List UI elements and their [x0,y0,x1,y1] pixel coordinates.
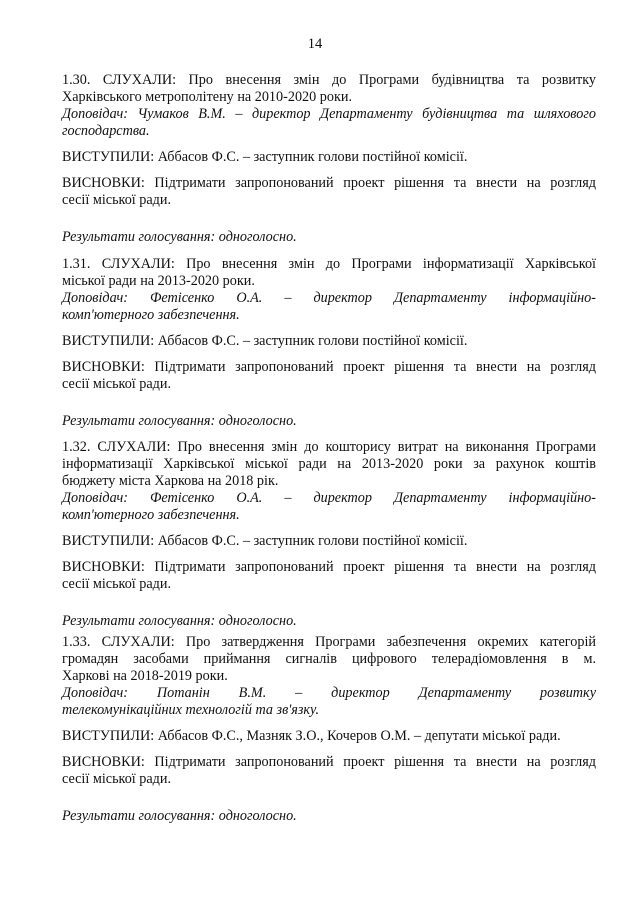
spoke-line: ВИСТУПИЛИ: Аббасов Ф.С. – заступник голови постійної комісії. [62,149,468,165]
speaker-line: комп'ютерного забезпечення. [62,307,240,323]
agenda-item-1-32 [62,439,596,630]
speaker-line: Доповідач: Чумаков В.М. – директор Департаменту будівництва та шляхового [62,106,596,122]
conclusion-line: ВИСНОВКИ: Підтримати запропонований проект рішення та внести на розгляд [62,359,596,375]
heard-line: міської ради на 2013-2020 роки. [62,273,255,289]
spoke-line: ВИСТУПИЛИ: Аббасов Ф.С., Мазняк З.О., Кочеров О.М. – депутати міської ради. [62,728,561,744]
speaker-line: телекомунікаційних технологій та зв'язку. [62,702,319,718]
heard-line: Харкові на 2018-2019 роки. [62,668,228,684]
speaker-line: комп'ютерного забезпечення. [62,507,240,523]
speaker-line: господарства. [62,123,150,139]
conclusion-line: ВИСНОВКИ: Підтримати запропонований проект рішення та внести на розгляд [62,175,596,191]
speaker-line: Доповідач: Потанін В.М. – директор Департаменту розвитку [62,685,596,701]
heard-line: бюджету міста Харкова на 2018 рік. [62,473,279,489]
heard-line: 1.33. СЛУХАЛИ: Про затвердження Програми забезпечення окремих категорій [62,634,596,650]
conclusion-line: сесії міської ради. [62,771,172,787]
voting-result: Результати голосування: одноголосно. [62,808,297,824]
voting-result: Результати голосування: одноголосно. [62,229,297,245]
spoke-line: ВИСТУПИЛИ: Аббасов Ф.С. – заступник голови постійної комісії. [62,533,468,549]
speaker-line: Доповідач: Фетісенко О.А. – директор Департаменту інформаційно- [62,490,596,506]
heard-line: 1.30. СЛУХАЛИ: Про внесення змін до Програми будівництва та розвитку [62,72,596,88]
conclusion-line: ВИСНОВКИ: Підтримати запропонований проект рішення та внести на розгляд [62,559,596,575]
speaker-line: Доповідач: Фетісенко О.А. – директор Департаменту інформаційно- [62,290,596,306]
heard-line: Харківського метрополітену на 2010-2020 роки. [62,89,352,105]
page-number: 14 [307,36,323,52]
heard-line: громадян засобами приймання сигналів цифрового телерадіомовлення в м. [62,651,596,667]
conclusion-line: сесії міської ради. [62,376,172,392]
conclusion-line: сесії міської ради. [62,192,172,208]
heard-line: інформатизації Харківської міської ради на 2013-2020 роки за рахунок коштів [62,456,596,472]
spoke-line: ВИСТУПИЛИ: Аббасов Ф.С. – заступник голови постійної комісії. [62,333,468,349]
conclusion-line: сесії міської ради. [62,576,172,592]
agenda-item-1-33 [62,634,596,825]
conclusion-line: ВИСНОВКИ: Підтримати запропонований проект рішення та внести на розгляд [62,754,596,770]
voting-result: Результати голосування: одноголосно. [62,613,297,629]
agenda-item-1-30 [62,72,596,246]
heard-line: 1.31. СЛУХАЛИ: Про внесення змін до Програми інформатизації Харківської [62,256,596,272]
voting-result: Результати голосування: одноголосно. [62,413,297,429]
heard-line: 1.32. СЛУХАЛИ: Про внесення змін до кошторису витрат на виконання Програми [62,439,596,455]
agenda-item-1-31 [62,256,596,430]
